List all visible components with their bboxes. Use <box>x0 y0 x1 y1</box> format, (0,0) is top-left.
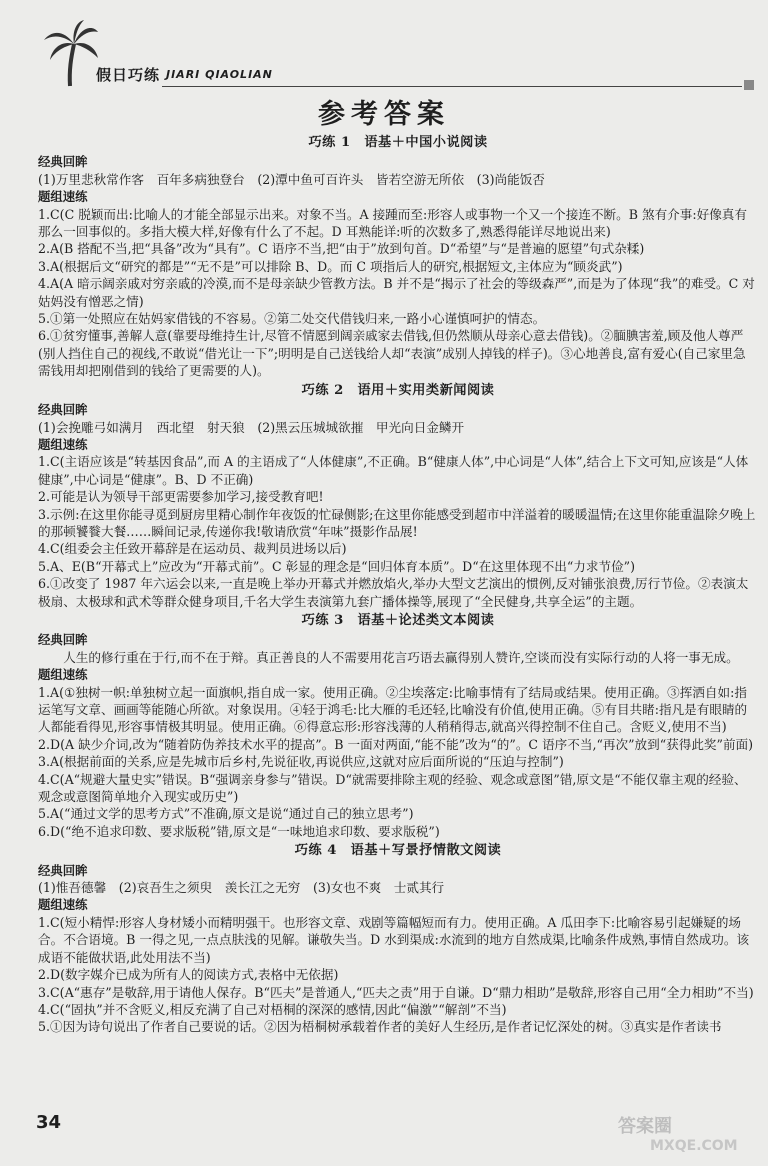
review-label: 经典回眸 <box>38 402 88 418</box>
header-square-mark <box>744 80 754 90</box>
answer-item: 3.示例:在这里你能寻觅到厨房里精心制作年夜饭的忙碌侧影;在这里你能感受到超市中洋溢着的暖暖温情;在这里你能重温除夕晚上的那顿饕餮大餐……瞬间记录,传递你我!敬请欣赏“年味”摄影作品展! <box>38 506 756 539</box>
brand-chinese: 假日巧练 <box>96 66 161 84</box>
answer-item: 4.C(“固执”并不含贬义,相反充满了自己对梧桐的深深的感情,因此“偏激”“解剖”不当) <box>38 1001 507 1017</box>
review-label: 经典回眸 <box>38 154 88 170</box>
answer-item: 1.C(C 脱颖而出:比喻人的才能全部显示出来。对象不当。A 接踵而至:形容人或事物一个又一个接连不断。B 煞有介事:好像真有那么一回事似的。多指大模大样,好像有什么了不起。D 耳熟能详:听的次数多了,熟悉得能详尽地说出来) <box>38 206 747 240</box>
answer-item: 2.可能是认为领导干部更需要参加学习,接受教育吧! <box>38 489 324 505</box>
section-title: 巧练 1 语基＋中国小说阅读 <box>308 135 488 150</box>
answer-item: 2.D(数字媒介已成为所有人的阅读方式,表格中无依据) <box>38 967 339 983</box>
watermark: 答案圈 <box>618 1116 672 1137</box>
answer-item: 4.A(A 暗示阔亲戚对穷亲戚的冷漠,而不是母亲缺少管教方法。B 并不是“揭示了社会的等级森严”,而是为了体现“我”的难受。C 对姑妈没有憎恶之情) <box>38 276 755 309</box>
watermark-url: MXQE.COM <box>650 1138 738 1154</box>
answer-item: 4.C(A“规避大量史实”错误。B“强调亲身参与”错误。D“就需要排除主观的经验、观念或意图”错,原文是“不能仅靠主观的经验、观念或意图简单地介入现实或历史”) <box>38 771 747 805</box>
review-label: 经典回眸 <box>38 862 88 878</box>
answer-item: 5.A(“通过文学的思考方式”不准确,原文是说“通过自己的独立思考”) <box>38 806 414 822</box>
answer-item: 3.A(根据后文“研究的都是”“无不是”可以排除 B、D。而 C 项指后人的研究,根据短文,主体应为“顾炎武”) <box>38 258 623 274</box>
review-label: 经典回眸 <box>38 632 88 648</box>
review-text: (1)万里悲秋常作客 百年多病独登台 (2)潭中鱼可百许头 皆若空游无所依 (3)尚能饭否 <box>38 171 545 187</box>
palm-tree-icon <box>40 18 100 88</box>
section-qiaolian-4 <box>38 842 758 1035</box>
review-text: (1)会挽雕弓如满月 西北望 射天狼 (2)黑云压城城欲摧 甲光向日金鳞开 <box>38 419 465 435</box>
header-rule <box>162 86 742 87</box>
answer-item: 4.C(组委会主任致开幕辞是在运动员、裁判员进场以后) <box>38 541 347 557</box>
practice-label: 题组速练 <box>38 897 88 913</box>
answer-item: 3.C(A“惠存”是敬辞,用于请他人保存。B“匹夫”是普通人,“匹夫之责”用于自谦。D“鼎力相助”是敬辞,形容自己用“全力相助”不当) <box>38 984 754 1000</box>
answer-item: 1.C(主语应该是“转基因食品”,而 A 的主语成了“人体健康”,不正确。B“健康人体”,中心词是“人体”,结合上下文可知,应该是“人体健康”,中心词是“健康”。B、D 不正确) <box>38 454 749 487</box>
answer-item: 1.A(①独树一帜:单独树立起一面旗帜,指自成一家。使用正确。②尘埃落定:比喻事情有了结局或结果。使用正确。③挥洒自如:指运笔写文章、画画等能随心所欲。对象误用。④轻于鸿毛:比大雁的毛还轻,比喻没有价值,使用正确。⑤有目共睹:指凡是有眼睛的人都能看得见,形容事情极其明显。使用正确。⑥得意忘形:形容浅薄的人稍稍得志,就高兴得控制不住自己。含贬义,使用不当) <box>38 684 748 735</box>
answer-item: 6.①贫穷懂事,善解人意(靠要母维持生计,尽管不情愿到阔亲戚家去借钱,但仍然顺从母亲心意去借钱)。②腼腆害羞,顾及他人尊严(别人挡住自己的视线,不敢说“借光让一下”;明明是自己送钱给人却“表演”成别人掉钱的样子)。③心地善良,富有爱心(自己家里急需钱用却把刚借到的钱给了更需要的人)。 <box>38 328 746 379</box>
review-text: (1)惟吾德馨 (2)哀吾生之须臾 羡长江之无穷 (3)女也不爽 士贰其行 <box>38 880 445 896</box>
section-title: 巧练 4 语基＋写景抒情散文阅读 <box>294 843 502 859</box>
answer-item: 2.D(A 缺少介词,改为“随着防伪养技术水平的提高”。B 一面对两面,“能不能”改为“的”。C 语序不当,“再次”放到“获得此奖”前面) <box>38 736 754 752</box>
answer-content <box>38 132 758 1036</box>
answer-item: 6.D(“绝不追求印数、要求版税”错,原文是“一味地追求印数、要求版税”) <box>38 823 440 839</box>
practice-label: 题组速练 <box>38 667 88 683</box>
page-number: 34 <box>36 1112 62 1133</box>
section-title: 巧练 3 语基＋论述类文本阅读 <box>301 612 495 628</box>
answer-item: 5.①第一处照应在姑妈家借钱的不容易。②第二处交代借钱归来,一路小心谨慎呵护的情态。 <box>38 311 546 327</box>
section-qiaolian-1 <box>38 134 758 380</box>
brand-english: JIARI QIAOLIAN <box>166 68 273 81</box>
section-title: 巧练 2 语用＋实用类新闻阅读 <box>301 382 495 398</box>
practice-label: 题组速练 <box>38 189 88 205</box>
answer-item: 5.A、E(B“开幕式上”应改为“开幕式前”。C 彰显的理念是“回归体育本质”。D“在这里体现不出“力求节俭”) <box>38 558 636 574</box>
answer-item: 5.①因为诗句说出了作者自己要说的话。②因为梧桐树承载着作者的美好人生经历,是作者记忆深处的树。③真实是作者读书 <box>38 1019 722 1035</box>
page-title: 参考答案 <box>318 99 450 130</box>
section-qiaolian-3 <box>38 612 758 840</box>
review-text: 人生的修行重在于行,而不在于辩。真正善良的人不需要用花言巧语去赢得别人赞许,空谈而没有实际行动的人将一事无成。 <box>63 649 739 665</box>
page-header <box>34 18 756 88</box>
section-qiaolian-2 <box>38 382 758 610</box>
answer-item: 3.A(根据前面的关系,应是先城市后乡村,先说征收,再说供应,这就对应后面所说的“压迫与控制”) <box>38 754 564 770</box>
answer-item: 6.①改变了 1987 年六运会以来,一直是晚上举办开幕式并燃放焰火,举办大型文艺演出的惯例,反对铺张浪费,厉行节俭。②表演太极扇、太极球和武术等群众健身项目,千名大学生表演第九套广播体操等,展现了“全民健身,共享全运”的主题。 <box>38 576 749 609</box>
answer-item: 2.A(B 搭配不当,把“具备”改为“具有”。C 语序不当,把“由于”放到句首。D“希望”与“是普遍的愿望”句式杂糅) <box>38 241 645 257</box>
answer-item: 1.C(短小精悍:形容人身材矮小而精明强干。也形容文章、戏剧等篇幅短而有力。使用正确。A 瓜田李下:比喻容易引起嫌疑的场合。不合语境。B 一得之见,一点点肤浅的见解。谦敬失当。D 水到渠成:水流到的地方自然成渠,比喻条件成熟,事情自然成功。该成语不能做状语,此处用法不当) <box>38 914 750 965</box>
practice-label: 题组速练 <box>38 436 88 452</box>
